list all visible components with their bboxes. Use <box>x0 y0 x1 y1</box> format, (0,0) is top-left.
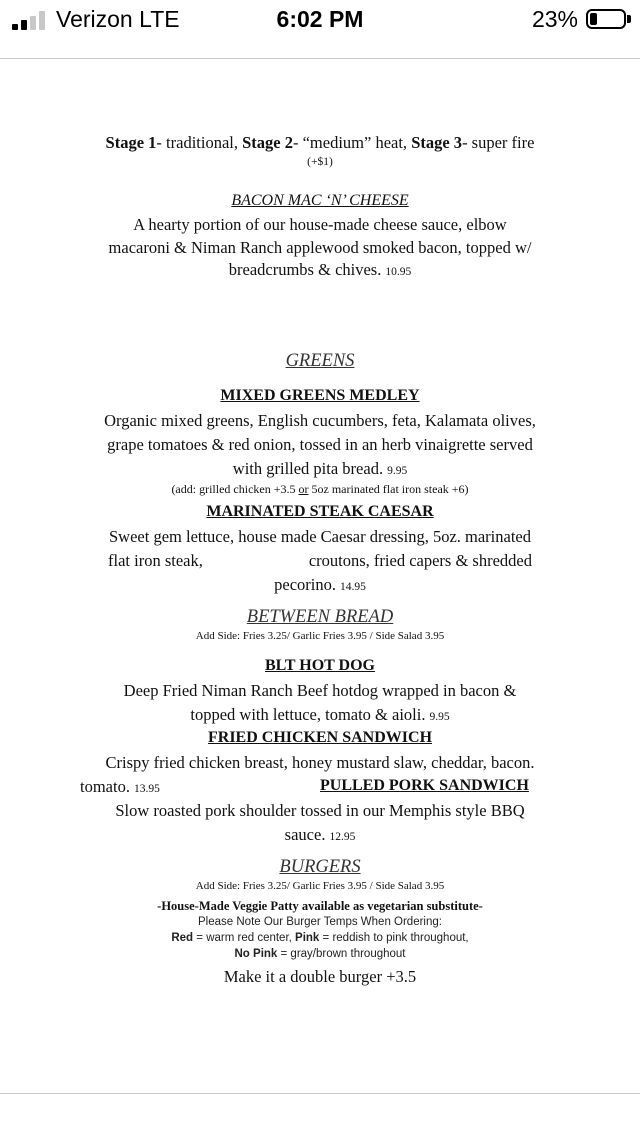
steak-caesar-title: MARINATED STEAK CAESAR <box>206 503 434 520</box>
bacon-mac-desc-1: A hearty portion of our house-made cheese sauce, elbow <box>133 215 507 234</box>
temp-red-text: = warm red center, <box>193 932 296 944</box>
steak-caesar-desc-2a: flat iron steak, <box>108 551 203 570</box>
greens-title-text: GREENS <box>285 351 355 371</box>
fried-chicken-title: FRIED CHICKEN SANDWICH <box>207 729 433 746</box>
mixed-greens-desc-3 <box>70 459 570 479</box>
blt-hot-dog-desc-2 <box>70 705 570 725</box>
temp-red-label: Red <box>171 932 194 944</box>
bottom-divider <box>0 1093 640 1094</box>
blt-hot-dog-title: BLT HOT DOG <box>265 657 375 674</box>
stage-1-label: Stage 1 <box>105 133 157 152</box>
mixed-greens-desc-2: grape tomatoes & red onion, tossed in an herb vinaigrette served <box>107 435 533 454</box>
section-title-greens <box>70 351 570 372</box>
mixed-greens-price: 9.95 <box>387 465 408 477</box>
fried-chicken-desc-2-text: tomato. <box>80 777 130 796</box>
bacon-mac-desc-2: macaroni & Niman Ranch applewood smoked bacon, topped w/ <box>108 238 532 257</box>
veggie-patty-note: -House-Made Veggie Patty available as vegetarian substitute- <box>157 899 483 913</box>
burgers-add-side: Add Side: Fries 3.25/ Garlic Fries 3.95 / Side Salad 3.95 <box>195 880 445 892</box>
steak-caesar-desc-2b: croutons, fried capers & shredded <box>308 551 532 570</box>
addons-or: or <box>298 482 309 496</box>
steak-caesar-desc-3-text: pecorino. <box>274 575 336 594</box>
addons-text-b: 5oz marinated flat iron steak +6) <box>308 482 469 496</box>
blt-hot-dog-desc-2-text: topped with lettuce, tomato & aioli. <box>190 705 426 724</box>
pulled-pork-desc-2 <box>70 825 570 845</box>
steak-caesar-desc-3 <box>70 575 570 595</box>
steak-caesar-desc-1: Sweet gem lettuce, house made Caesar dressing, 5oz. marinated <box>109 527 531 546</box>
bacon-mac-desc-3 <box>70 260 570 280</box>
mixed-greens-desc-3-text: with grilled pita bread. <box>232 459 384 478</box>
bacon-mac-title-text: BACON MAC ‘N’ CHEESE <box>231 192 409 209</box>
status-bar <box>0 0 640 40</box>
temp-nopink-text: = gray/brown throughout <box>277 948 406 960</box>
burger-temps-note: Please Note Our Burger Temps When Ordering: <box>198 916 442 928</box>
bacon-mac-price: 10.95 <box>385 266 412 278</box>
blt-hot-dog-price: 9.95 <box>429 711 450 723</box>
steak-caesar-price: 14.95 <box>339 581 366 593</box>
mixed-greens-addons <box>70 482 570 497</box>
burger-temps-red-pink <box>70 932 570 944</box>
stage-1-text: - traditional, <box>156 133 243 152</box>
carrier-label: Verizon LTE <box>56 6 180 32</box>
steak-caesar-desc-2 <box>70 551 570 571</box>
mixed-greens-desc-1: Organic mixed greens, English cucumbers, feta, Kalamata olives, <box>104 411 536 430</box>
pulled-pork-desc-2-text: sauce. <box>284 825 326 844</box>
addons-text-a: (add: grilled chicken +3.5 <box>171 482 299 496</box>
double-burger-note: Make it a double burger +3.5 <box>223 967 417 986</box>
temp-pink-text: = reddish to pink throughout, <box>319 932 469 944</box>
top-divider <box>0 58 640 59</box>
mixed-greens-title: MIXED GREENS MEDLEY <box>220 387 420 404</box>
stage-2-label: Stage 2 <box>242 133 293 152</box>
status-time: 6:02 PM <box>276 6 364 32</box>
between-bread-title-text: BETWEEN BREAD <box>246 607 394 627</box>
section-title-burgers <box>70 857 570 878</box>
between-bread-add-side: Add Side: Fries 3.25/ Garlic Fries 3.95 / Side Salad 3.95 <box>195 630 445 642</box>
fried-chicken-price: 13.95 <box>133 783 160 795</box>
temp-nopink-label: No Pink <box>234 948 278 960</box>
temp-pink-label: Pink <box>295 932 320 944</box>
fried-chicken-desc-2 <box>80 777 160 797</box>
bacon-mac-title <box>70 192 570 210</box>
battery-fill <box>590 13 597 25</box>
fried-chicken-desc-1: Crispy fried chicken breast, honey mustard slaw, cheddar, bacon. <box>105 753 535 772</box>
blt-hot-dog-desc-1: Deep Fried Niman Ranch Beef hotdog wrapped in bacon & <box>123 681 517 700</box>
bacon-mac-desc-3-text: breadcrumbs & chives. <box>228 260 382 279</box>
battery-percent: 23% <box>531 6 578 32</box>
pulled-pork-desc-1: Slow roasted pork shoulder tossed in our Memphis style BBQ <box>115 801 525 820</box>
stage-3-label: Stage 3 <box>411 133 463 152</box>
section-title-between-bread <box>70 607 570 628</box>
battery-icon <box>586 9 626 29</box>
stage-2-text: - “medium” heat, <box>292 133 412 152</box>
stage-surcharge: (+$1) <box>307 156 333 168</box>
stage-legend <box>70 133 570 153</box>
pulled-pork-price: 12.95 <box>329 831 356 843</box>
pulled-pork-title: PULLED PORK SANDWICH <box>320 777 529 794</box>
burger-temps-no-pink <box>70 948 570 960</box>
stage-3-text: - super fire <box>462 133 535 152</box>
battery-tip-icon <box>627 15 631 23</box>
burgers-title-text: BURGERS <box>279 857 361 877</box>
